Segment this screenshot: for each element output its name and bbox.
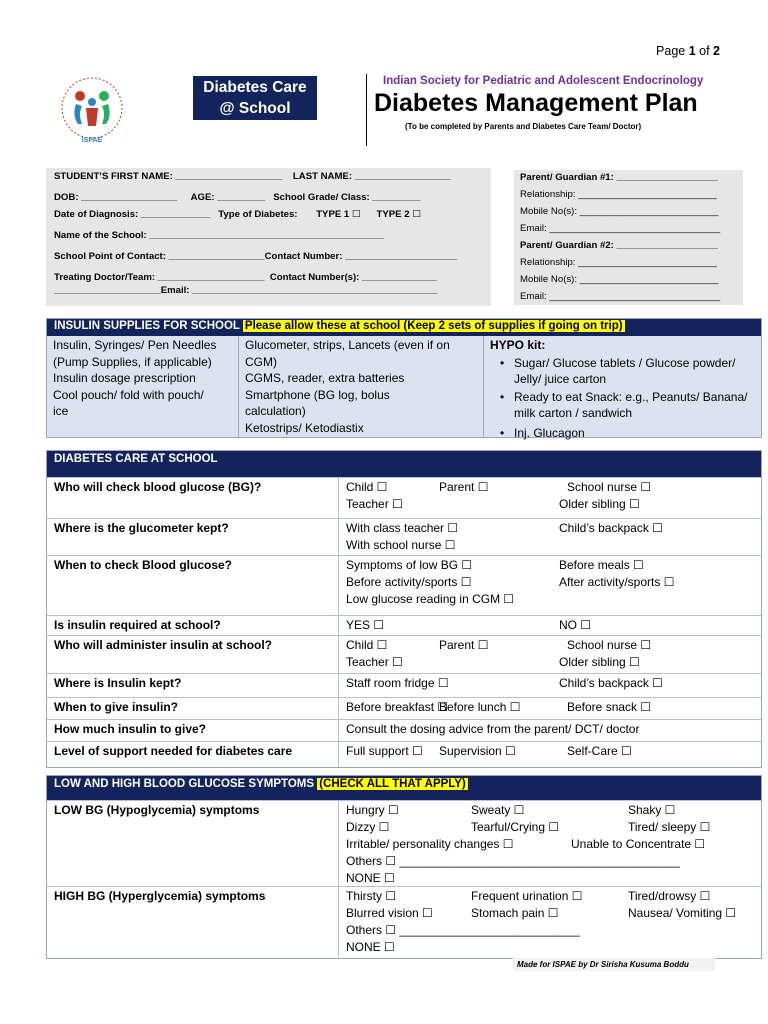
question-label: When to give insulin? — [47, 698, 339, 719]
checkbox-option[interactable]: Others ☐ __________________________________________ — [346, 854, 680, 868]
diabetes-care-section — [46, 450, 762, 768]
checkbox-option[interactable]: Blurred vision ☐ — [346, 906, 433, 920]
table-row — [47, 741, 761, 767]
table-row — [47, 886, 761, 958]
checkbox-option[interactable]: Low glucose reading in CGM ☐ — [346, 592, 515, 606]
student-name-row[interactable]: STUDENT’S FIRST NAME: ____________________ LAST NAME: __________________ — [54, 171, 451, 182]
guardian-info-box — [514, 170, 743, 305]
hypo-item: • Sugar/ Glucose tablets / Glucose powder/ Jelly/ juice carton — [500, 355, 755, 388]
answer-options[interactable] — [339, 720, 761, 741]
guardian2-email-field[interactable]: Email: ________________________________ — [520, 291, 721, 302]
question-label: LOW BG (Hypoglycemia) symptoms — [47, 801, 339, 886]
checkbox-option[interactable]: Before meals ☐ — [559, 558, 644, 572]
checkbox-option[interactable]: With school nurse ☐ — [346, 538, 456, 552]
question-label: Level of support needed for diabetes care — [47, 742, 339, 767]
checkbox-option[interactable]: Hungry ☐ — [346, 803, 399, 817]
guardian1-email-field[interactable]: Email: ________________________________ — [520, 223, 721, 234]
insulin-supplies-section — [46, 318, 762, 438]
checkbox-option[interactable]: Parent ☐ — [439, 480, 489, 494]
checkbox-option[interactable]: Symptoms of low BG ☐ — [346, 558, 473, 572]
checkbox-option[interactable]: NONE ☐ — [346, 871, 395, 885]
answer-options[interactable] — [339, 556, 761, 615]
checkbox-option[interactable]: Before activity/sports ☐ — [346, 575, 472, 589]
student-diagnosis-row[interactable]: Date of Diagnosis: _____________ Type of Diabetes: TYPE 1 ☐ TYPE 2 ☐ — [54, 209, 421, 220]
checkbox-option[interactable]: Older sibling ☐ — [559, 655, 640, 669]
guardian2-name-field[interactable]: Parent/ Guardian #2: ___________________ — [520, 240, 718, 251]
student-dob-row[interactable]: DOB: __________________ AGE: _________ School Grade/ Class: _________ — [54, 192, 421, 203]
question-label: Who will check blood glucose (BG)? — [47, 478, 339, 518]
checkbox-option[interactable]: Child’s backpack ☐ — [559, 676, 663, 690]
question-label: HIGH BG (Hyperglycemia) symptoms — [47, 887, 339, 958]
checkbox-option[interactable]: School nurse ☐ — [567, 480, 652, 494]
checkbox-option[interactable]: Nausea/ Vomiting ☐ — [628, 906, 737, 920]
hypo-kit: HYPO kit: • Sugar/ Glucose tablets / Glucose powder/ Jelly/ juice carton • Ready to eat Snack: e.g., Peanuts/ Banana/ milk carton / sandwich • Inj. Glucagon — [484, 336, 761, 437]
table-row — [47, 635, 761, 673]
answer-options[interactable] — [339, 519, 761, 555]
question-label: Where is the glucometer kept? — [47, 519, 339, 555]
checkbox-option[interactable]: Frequent urination ☐ — [471, 889, 583, 903]
checkbox-option[interactable]: Supervision ☐ — [439, 744, 516, 758]
answer-options[interactable] — [339, 636, 761, 673]
checkbox-option[interactable]: Tired/drowsy ☐ — [628, 889, 711, 903]
checkbox-option[interactable]: Full support ☐ — [346, 744, 423, 758]
school-name-row[interactable]: Name of the School: ____________________________________________ — [54, 230, 385, 241]
checkbox-option[interactable]: School nurse ☐ — [567, 638, 652, 652]
answer-options[interactable] — [339, 742, 761, 767]
guardian1-mobile-field[interactable]: Mobile No(s): __________________________ — [520, 206, 719, 217]
checkbox-option[interactable]: Child’s backpack ☐ — [559, 521, 663, 535]
header-divider — [366, 74, 367, 146]
org-name: Indian Society for Pediatric and Adolescent Endocrinology — [383, 75, 704, 87]
page-subtitle: (To be completed by Parents and Diabetes Care Team/ Doctor) — [405, 122, 642, 131]
hypo-item: • Inj. Glucagon — [500, 425, 755, 442]
checkbox-option[interactable]: Staff room fridge ☐ — [346, 676, 449, 690]
checkbox-option[interactable]: Before breakfast ☐ — [346, 700, 449, 714]
checkbox-option[interactable]: Stomach pain ☐ — [471, 906, 559, 920]
table-row — [47, 477, 761, 518]
school-contact-row[interactable]: School Point of Contact: __________________Contact Number: _____________________ — [54, 251, 458, 262]
hypo-item: • Ready to eat Snack: e.g., Peanuts/ Banana/ milk carton / sandwich — [500, 389, 755, 422]
checkbox-option[interactable]: NONE ☐ — [346, 940, 395, 954]
guardian2-relationship-field[interactable]: Relationship: __________________________ — [520, 257, 717, 268]
checkbox-option[interactable]: NO ☐ — [559, 618, 592, 632]
table-row — [47, 673, 761, 697]
student-info-box — [46, 168, 491, 306]
table-row — [47, 555, 761, 615]
care-heading: DIABETES CARE AT SCHOOL — [47, 451, 761, 477]
checkbox-option[interactable]: Teacher ☐ — [346, 497, 403, 511]
ispae-logo — [52, 70, 132, 150]
checkbox-option[interactable]: Before lunch ☐ — [439, 700, 521, 714]
question-label: Where is Insulin kept? — [47, 674, 339, 697]
answer-options[interactable] — [339, 698, 761, 719]
checkbox-option[interactable]: YES ☐ — [346, 618, 385, 632]
doctor-email-row[interactable]: ____________________Email: ______________________________________________ — [54, 285, 438, 296]
checkbox-option[interactable]: Older sibling ☐ — [559, 497, 640, 511]
checkbox-option[interactable]: Teacher ☐ — [346, 655, 403, 669]
question-label: How much insulin to give? — [47, 720, 339, 741]
checkbox-option[interactable]: Child ☐ — [346, 638, 388, 652]
symptoms-heading: LOW AND HIGH BLOOD GLUCOSE SYMPTOMS (CHECK ALL THAT APPLY) — [47, 776, 761, 800]
checkbox-option[interactable]: Unable to Concentrate ☐ — [571, 837, 706, 851]
table-row — [47, 697, 761, 719]
answer-options[interactable] — [339, 616, 761, 635]
guardian1-relationship-field[interactable]: Relationship: __________________________ — [520, 189, 717, 200]
checkbox-option[interactable]: With class teacher ☐ — [346, 521, 459, 535]
checkbox-option[interactable]: Others ☐ ___________________________ — [346, 923, 580, 937]
checkbox-option[interactable]: Irritable/ personality changes ☐ — [346, 837, 514, 851]
diabetes-care-badge: Diabetes Care @ School — [193, 76, 317, 120]
checkbox-option[interactable]: Tired/ sleepy ☐ — [628, 820, 711, 834]
table-row — [47, 518, 761, 555]
table-row — [47, 719, 761, 741]
table-row — [47, 800, 761, 886]
supplies-col-2: Glucometer, strips, Lancets (even if on CGM) CGMS, reader, extra batteries Smartphone (BG log, bolus calculation) Ketostrips/ Ketodiastix — [239, 336, 484, 437]
svg-text:ISPAE: ISPAE — [81, 137, 103, 144]
question-label: When to check Blood glucose? — [47, 556, 339, 615]
checkbox-option[interactable]: Dizzy ☐ — [346, 820, 390, 834]
checkbox-option[interactable]: Thirsty ☐ — [346, 889, 397, 903]
question-label: Who will administer insulin at school? — [47, 636, 339, 673]
guardian2-mobile-field[interactable]: Mobile No(s): __________________________ — [520, 274, 719, 285]
supplies-col-1: Insulin, Syringes/ Pen Needles (Pump Supplies, if applicable) Insulin dosage prescription Cool pouch/ fold with pouch/ ice — [47, 336, 239, 437]
checkbox-option[interactable]: Sweaty ☐ — [471, 803, 525, 817]
doctor-row[interactable]: Treating Doctor/Team: ____________________ Contact Number(s): ______________ — [54, 272, 437, 283]
checkbox-option[interactable]: Consult the dosing advice from the parent/ DCT/ doctor — [346, 722, 640, 736]
checkbox-option[interactable]: Parent ☐ — [439, 638, 489, 652]
guardian1-name-field[interactable]: Parent/ Guardian #1: ___________________ — [520, 172, 718, 183]
answer-options[interactable] — [339, 478, 761, 518]
supplies-heading: INSULIN SUPPLIES FOR SCHOOL Please allow these at school (Keep 2 sets of supplies if going on trip) — [47, 319, 761, 336]
footer-credit: Made for ISPAE by Dr Sirisha Kusuma Boddu — [513, 958, 715, 971]
checkbox-option[interactable]: Tearful/Crying ☐ — [471, 820, 560, 834]
answer-options[interactable] — [339, 887, 761, 958]
checkbox-option[interactable]: Child ☐ — [346, 480, 388, 494]
answer-options[interactable] — [339, 801, 761, 886]
symptoms-section — [46, 775, 762, 959]
page-number: Page 1 of 2 — [656, 44, 720, 58]
checkbox-option[interactable]: Self-Care ☐ — [567, 744, 632, 758]
question-label: Is insulin required at school? — [47, 616, 339, 635]
checkbox-option[interactable]: Shaky ☐ — [628, 803, 676, 817]
answer-options[interactable] — [339, 674, 761, 697]
checkbox-option[interactable]: Before snack ☐ — [567, 700, 652, 714]
page-title: Diabetes Management Plan — [374, 89, 698, 117]
checkbox-option[interactable]: After activity/sports ☐ — [559, 575, 675, 589]
table-row — [47, 615, 761, 635]
